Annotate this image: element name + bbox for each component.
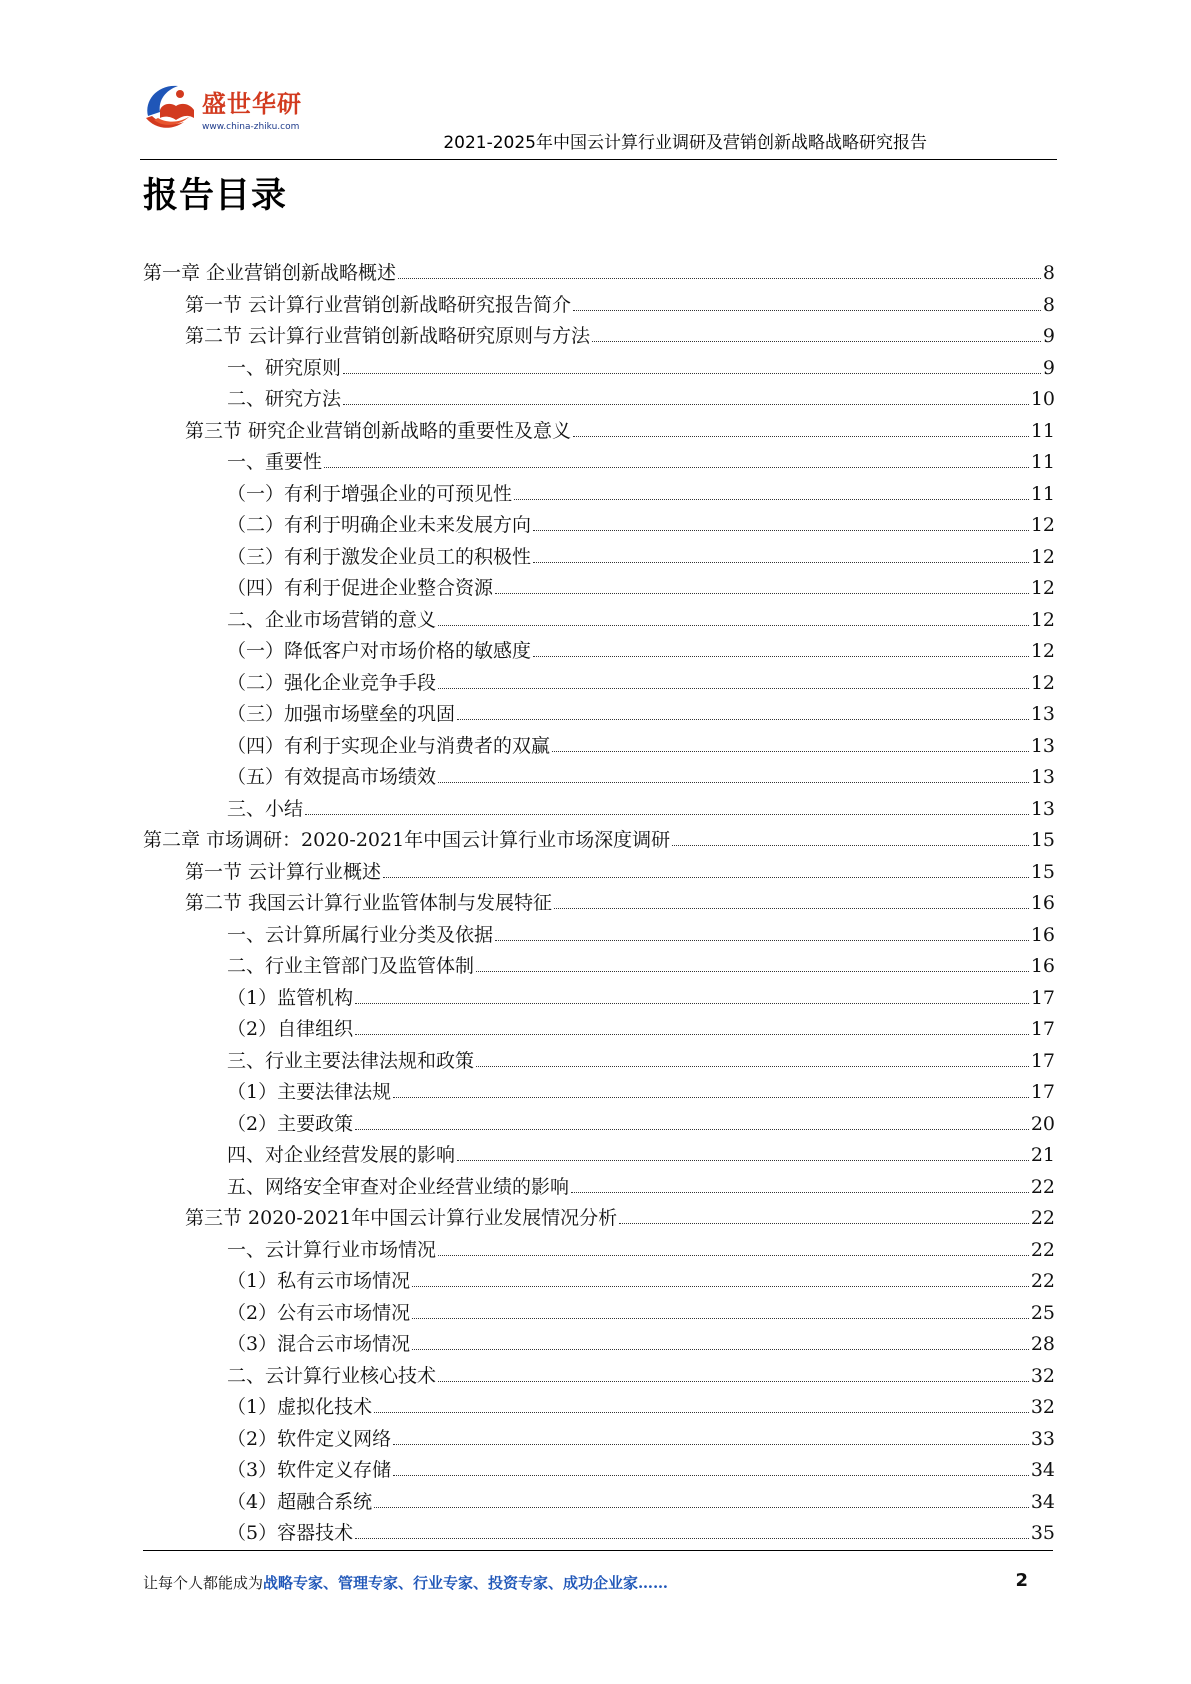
logo-emblem-icon — [140, 80, 202, 138]
toc-entry-label: （2）公有云市场情况 — [227, 1301, 411, 1324]
toc-entry-label: 第三节 2020-2021年中国云计算行业发展情况分析 — [185, 1207, 618, 1229]
toc-leader-dots — [672, 845, 1029, 846]
toc-entry-label: （2）软件定义网络 — [227, 1427, 392, 1450]
toc-leader-dots — [495, 593, 1029, 594]
toc-entry[interactable] — [143, 573, 1055, 605]
toc-leader-dots — [438, 625, 1029, 626]
toc-entry-page: 32 — [1030, 1364, 1055, 1387]
toc-entry-label: 一、云计算所属行业分类及依据 — [227, 923, 494, 946]
toc-entry-page: 12 — [1030, 514, 1055, 536]
toc-entry-page: 10 — [1030, 388, 1055, 410]
toc-entry-page: 11 — [1030, 482, 1055, 505]
toc-entry-label: （一）有利于增强企业的可预见性 — [227, 482, 513, 505]
toc-entry-page: 21 — [1030, 1144, 1055, 1166]
toc-entry-page: 17 — [1030, 1018, 1055, 1040]
toc-leader-dots — [573, 436, 1029, 437]
page-header — [140, 78, 1057, 160]
toc-entry[interactable] — [143, 605, 1055, 637]
toc-leader-dots — [476, 971, 1029, 972]
toc-leader-dots — [533, 656, 1029, 657]
toc-leader-dots — [476, 1066, 1029, 1067]
toc-entry-label: （1）私有云市场情况 — [227, 1270, 411, 1292]
toc-entry-page: 34 — [1030, 1490, 1055, 1513]
toc-entry-page: 28 — [1030, 1333, 1055, 1355]
toc-entry[interactable] — [143, 983, 1055, 1015]
toc-entry[interactable] — [143, 416, 1055, 448]
toc-entry-label: （1）主要法律法规 — [227, 1081, 392, 1103]
toc-entry-label: 第一节 云计算行业概述 — [185, 860, 382, 883]
toc-entry-label: 一、研究原则 — [227, 356, 342, 379]
toc-leader-dots — [438, 688, 1029, 689]
page-title: 报告目录 — [143, 176, 288, 216]
toc-entry[interactable] — [143, 825, 1055, 857]
toc-entry-label: （四）有利于促进企业整合资源 — [227, 577, 494, 599]
toc-entry[interactable] — [143, 290, 1055, 322]
toc-entry-page: 8 — [1042, 262, 1055, 284]
toc-leader-dots — [383, 877, 1029, 878]
toc-entry-page: 16 — [1030, 955, 1055, 977]
toc-entry[interactable] — [143, 920, 1055, 952]
toc-leader-dots — [412, 1349, 1029, 1350]
footer-divider — [143, 1550, 1053, 1551]
toc-leader-dots — [305, 814, 1029, 815]
toc-entry-label: （五）有效提高市场绩效 — [227, 766, 437, 788]
toc-leader-dots — [533, 562, 1029, 563]
toc-entry-label: 二、研究方法 — [227, 388, 342, 410]
toc-entry[interactable] — [143, 731, 1055, 763]
toc-entry-page: 33 — [1030, 1427, 1055, 1450]
toc-entry[interactable] — [143, 1392, 1055, 1424]
toc-entry[interactable] — [143, 1361, 1055, 1393]
toc-entry-page: 11 — [1030, 451, 1055, 473]
toc-entry-label: 第一节 云计算行业营销创新战略研究报告简介 — [185, 293, 572, 316]
toc-entry-label: （3）混合云市场情况 — [227, 1333, 411, 1355]
toc-entry-label: （5）容器技术 — [227, 1522, 354, 1544]
toc-entry-label: （一）降低客户对市场价格的敏感度 — [227, 640, 532, 662]
toc-entry[interactable] — [143, 384, 1055, 416]
toc-entry[interactable] — [143, 447, 1055, 479]
toc-entry-label: 第一章 企业营销创新战略概述 — [143, 262, 397, 284]
toc-entry-page: 35 — [1030, 1522, 1055, 1544]
toc-leader-dots — [592, 341, 1041, 342]
toc-entry-label: （2）主要政策 — [227, 1112, 354, 1135]
toc-entry[interactable] — [143, 1329, 1055, 1361]
toc-leader-dots — [393, 1444, 1029, 1445]
toc-entry-page: 12 — [1030, 671, 1055, 694]
toc-entry-label: （二）有利于明确企业未来发展方向 — [227, 514, 532, 536]
toc-leader-dots — [619, 1223, 1029, 1224]
toc-entry-page: 17 — [1030, 986, 1055, 1009]
toc-entry-label: （1）监管机构 — [227, 986, 354, 1009]
toc-entry[interactable] — [143, 353, 1055, 385]
toc-leader-dots — [571, 1192, 1029, 1193]
toc-leader-dots — [374, 1507, 1029, 1508]
toc-entry[interactable] — [143, 636, 1055, 668]
toc-entry-page: 13 — [1030, 797, 1055, 820]
toc-entry-label: 四、对企业经营发展的影响 — [227, 1144, 456, 1166]
header-divider — [140, 159, 1057, 160]
toc-leader-dots — [438, 1255, 1029, 1256]
toc-entry[interactable] — [143, 951, 1055, 983]
toc-entry-page: 12 — [1030, 577, 1055, 599]
toc-leader-dots — [412, 1286, 1029, 1287]
toc-entry-label: （四）有利于实现企业与消费者的双赢 — [227, 734, 551, 757]
toc-entry-label: 二、云计算行业核心技术 — [227, 1364, 437, 1387]
toc-entry-label: （三）加强市场壁垒的巩固 — [227, 703, 456, 725]
toc-entry[interactable] — [143, 1518, 1055, 1550]
toc-entry-page: 16 — [1030, 892, 1055, 914]
page-number: 2 — [1015, 1570, 1028, 1591]
toc-entry[interactable] — [143, 1046, 1055, 1078]
toc-entry[interactable] — [143, 1235, 1055, 1267]
toc-leader-dots — [398, 278, 1041, 279]
report-title: 2021-2025年中国云计算行业调研及营销创新战略战略研究报告 — [443, 133, 927, 153]
toc-entry-label: （2）自律组织 — [227, 1018, 354, 1040]
toc-leader-dots — [495, 940, 1029, 941]
toc-entry-page: 22 — [1030, 1207, 1055, 1229]
toc-leader-dots — [355, 1129, 1029, 1130]
toc-entry-page: 32 — [1030, 1396, 1055, 1418]
toc-entry-page: 12 — [1030, 608, 1055, 631]
toc-entry[interactable] — [143, 699, 1055, 731]
toc-leader-dots — [438, 1381, 1029, 1382]
toc-entry-page: 11 — [1030, 419, 1055, 442]
toc-leader-dots — [552, 751, 1029, 752]
footer-slogan-prefix: 让每个人都能成为 — [143, 1574, 264, 1592]
toc-entry-page: 15 — [1030, 829, 1055, 851]
toc-entry-page: 22 — [1030, 1175, 1055, 1198]
toc-entry[interactable] — [143, 1014, 1055, 1046]
toc-entry[interactable] — [143, 1424, 1055, 1456]
toc-entry-label: 一、云计算行业市场情况 — [227, 1238, 437, 1261]
toc-entry-label: 三、行业主要法律法规和政策 — [227, 1049, 475, 1072]
toc-entry-label: （3）软件定义存储 — [227, 1459, 392, 1481]
toc-entry-label: 五、网络安全审查对企业经营业绩的影响 — [227, 1175, 570, 1198]
toc-entry-page: 13 — [1030, 766, 1055, 788]
toc-entry[interactable] — [143, 794, 1055, 826]
toc-leader-dots — [343, 373, 1041, 374]
toc-leader-dots — [573, 310, 1041, 311]
toc-entry[interactable] — [143, 258, 1055, 290]
toc-entry[interactable] — [143, 321, 1055, 353]
toc-entry-page: 12 — [1030, 545, 1055, 568]
toc-entry-label: 二、行业主管部门及监管体制 — [227, 955, 475, 977]
toc-leader-dots — [355, 1538, 1029, 1539]
toc-leader-dots — [343, 404, 1029, 405]
toc-leader-dots — [412, 1318, 1029, 1319]
toc-entry-page: 9 — [1042, 325, 1055, 347]
toc-entry[interactable] — [143, 1203, 1055, 1235]
toc-entry-label: 第三节 研究企业营销创新战略的重要性及意义 — [185, 419, 572, 442]
toc-leader-dots — [533, 530, 1029, 531]
toc-entry-label: （1）虚拟化技术 — [227, 1396, 373, 1418]
toc-entry-label: 三、小结 — [227, 797, 304, 820]
toc-entry-page: 22 — [1030, 1238, 1055, 1261]
toc-entry[interactable] — [143, 1109, 1055, 1141]
footer-slogan — [143, 1572, 668, 1593]
toc-entry-page: 8 — [1042, 293, 1055, 316]
toc-entry[interactable] — [143, 1487, 1055, 1519]
footer-slogan-highlight: 战略专家、管理专家、行业专家、投资专家、成功企业家…… — [263, 1574, 669, 1592]
toc-entry[interactable] — [143, 668, 1055, 700]
toc-entry-label: （4）超融合系统 — [227, 1490, 373, 1513]
logo-text: 盛世华研 — [202, 90, 302, 118]
toc-leader-dots — [355, 1034, 1029, 1035]
toc-leader-dots — [324, 467, 1029, 468]
toc-entry-label: 第二节 云计算行业营销创新战略研究原则与方法 — [185, 325, 591, 347]
toc-leader-dots — [374, 1412, 1029, 1413]
toc-leader-dots — [393, 1475, 1029, 1476]
toc-entry-page: 13 — [1030, 734, 1055, 757]
toc-entry[interactable] — [143, 510, 1055, 542]
toc-entry-page: 17 — [1030, 1081, 1055, 1103]
toc-entry-label: 二、企业市场营销的意义 — [227, 608, 437, 631]
toc-entry[interactable] — [143, 1266, 1055, 1298]
toc-entry-page: 25 — [1030, 1301, 1055, 1324]
toc-leader-dots — [355, 1003, 1029, 1004]
toc-entry[interactable] — [143, 888, 1055, 920]
toc-entry[interactable] — [143, 1298, 1055, 1330]
toc-entry-page: 12 — [1030, 640, 1055, 662]
toc-entry-label: （三）有利于激发企业员工的积极性 — [227, 545, 532, 568]
toc-entry-page: 20 — [1030, 1112, 1055, 1135]
toc-entry-label: 第二节 我国云计算行业监管体制与发展特征 — [185, 892, 553, 914]
toc-entry[interactable] — [143, 857, 1055, 889]
logo-url: www.china-zhiku.com — [202, 122, 300, 132]
toc-entry-page: 13 — [1030, 703, 1055, 725]
toc-entry-page: 22 — [1030, 1270, 1055, 1292]
toc-leader-dots — [457, 719, 1029, 720]
toc-entry-label: 一、重要性 — [227, 451, 323, 473]
toc-entry-page: 34 — [1030, 1459, 1055, 1481]
toc-entry-page: 17 — [1030, 1049, 1055, 1072]
toc-entry[interactable] — [143, 1172, 1055, 1204]
toc-entry-label: （二）强化企业竞争手段 — [227, 671, 437, 694]
toc-entry-page: 16 — [1030, 923, 1055, 946]
toc-leader-dots — [457, 1160, 1029, 1161]
toc-entry-label: 第二章 市场调研：2020-2021年中国云计算行业市场深度调研 — [143, 829, 671, 851]
toc-entry[interactable] — [143, 1077, 1055, 1109]
toc-entry-page: 15 — [1030, 860, 1055, 883]
toc-leader-dots — [438, 782, 1029, 783]
toc-entry[interactable] — [143, 762, 1055, 794]
company-logo — [140, 78, 300, 148]
toc-entry[interactable] — [143, 1455, 1055, 1487]
table-of-contents — [143, 258, 1055, 1550]
toc-entry[interactable] — [143, 479, 1055, 511]
toc-leader-dots — [393, 1097, 1029, 1098]
toc-entry[interactable] — [143, 542, 1055, 574]
toc-leader-dots — [554, 908, 1029, 909]
toc-leader-dots — [514, 499, 1029, 500]
toc-entry-page: 9 — [1042, 356, 1055, 379]
toc-entry[interactable] — [143, 1140, 1055, 1172]
